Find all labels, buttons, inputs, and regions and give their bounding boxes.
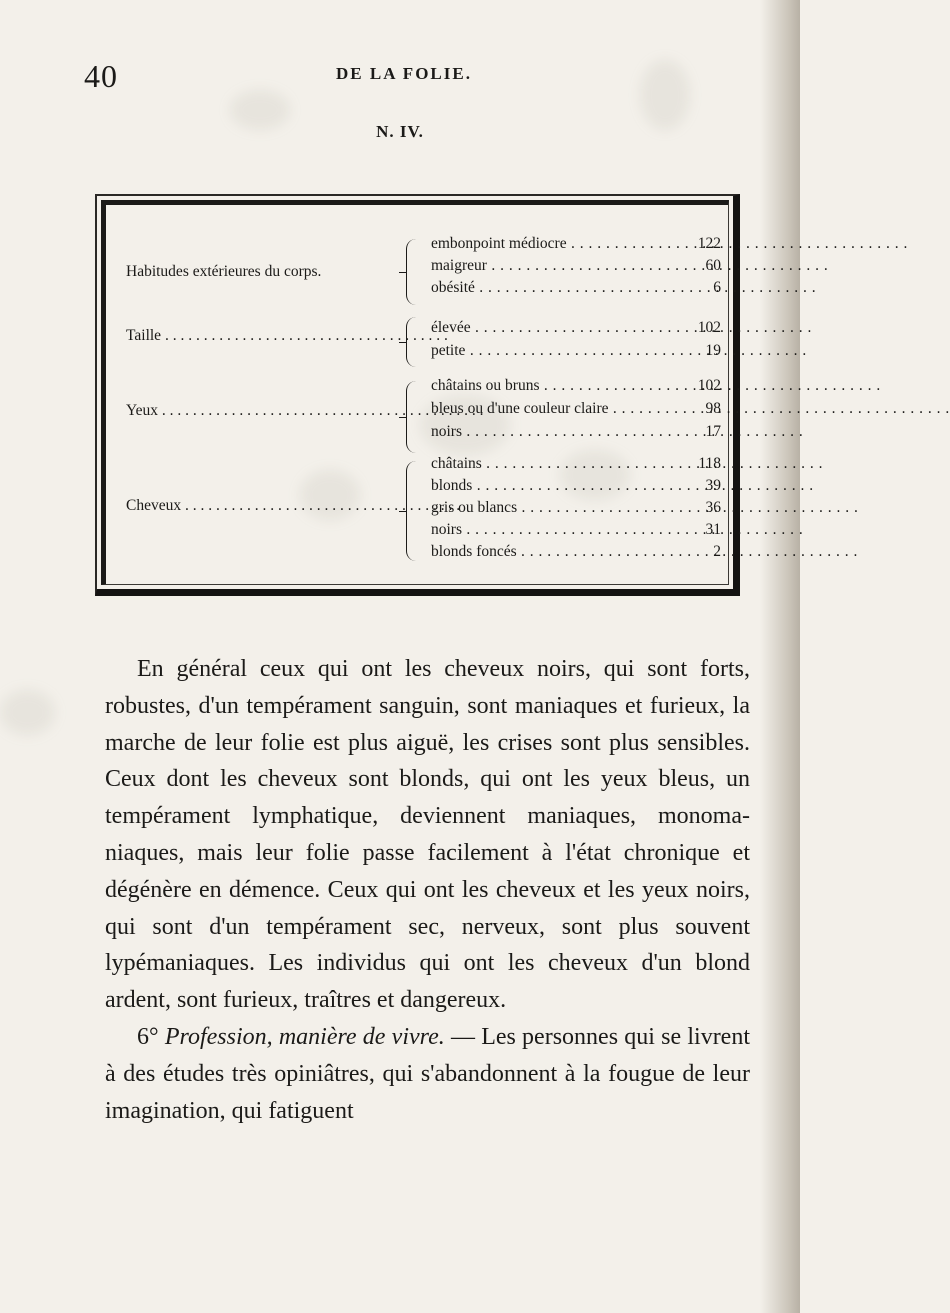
table-body <box>101 200 729 585</box>
row-count: 31 <box>705 521 721 538</box>
row-count: 17 <box>705 423 721 440</box>
table-row <box>431 455 721 477</box>
table-row <box>431 279 721 301</box>
row-label: blonds . . . <box>431 477 683 495</box>
row-count: 6 <box>713 279 721 296</box>
statistics-table <box>95 194 740 596</box>
section-number: 6° <box>137 1023 165 1050</box>
row-label: noirs . . . <box>431 521 683 539</box>
group-label-yeux: Yeux . . . . . . . . . . . . . . . . . . . . . . . . . . . . . . . . . . . . . . . . . . <box>126 402 484 419</box>
paper-stain <box>0 690 55 735</box>
group-label-cheveux: Cheveux . . . . . . . . . . . . . . . . . . . . . . . . . . . . . . . . . . . . <box>126 497 461 514</box>
body-text <box>105 651 750 1129</box>
row-count: 19 <box>705 342 721 359</box>
page-edge-shadow <box>760 0 800 1313</box>
row-label: gris ou blancs . . . <box>431 499 683 517</box>
running-head <box>84 58 724 94</box>
table-row <box>431 377 721 399</box>
brace <box>406 461 418 561</box>
table-row <box>431 477 721 499</box>
row-label: petite . . . <box>431 342 683 360</box>
row-count: 102 <box>697 319 721 336</box>
table-row <box>431 400 721 422</box>
row-count: 98 <box>705 400 721 417</box>
row-count: 39 <box>705 477 721 494</box>
paragraph: En général ceux qui ont les cheveux noirs, qui sont forts, robustes, d'un tempérament sanguin, sont maniaques et furieux, la marche de leur folie est plus aiguë, les crises sont plus sensibles. Ceux dont les cheveux sont blonds, qui ont les yeux bleus, un tempérament lymphatique, deviennent maniaques, monomaniaques, mais leur folie passe facilement à l'état chronique et dégénère en démence. Ceux qui ont les cheveux et les yeux noirs, qui sont d'un tempérament sec, nerveux, sont plus souvent lypémaniaques. Les individus qui ont les cheveux d'un blond ardent, sont furieux, traîtres et dangereux. <box>105 656 750 1014</box>
row-label: châtains ou bruns . . . <box>431 377 683 395</box>
row-count: 2 <box>713 543 721 560</box>
table-row <box>431 543 721 565</box>
table-row <box>431 423 721 445</box>
table-row <box>431 257 721 279</box>
paragraph-text: — Les personnes qui se livrent à des études très opiniâtres, qui s'abandonnent à la fougue de leur imagination, qui fatiguent <box>105 1023 750 1124</box>
brace <box>406 239 418 305</box>
row-count: 122 <box>697 235 721 252</box>
section-heading: Profession, manière de vivre. <box>164 1023 445 1050</box>
table-row <box>431 319 721 341</box>
group-label-habitudes: Habitudes extérieures du corps. <box>126 263 322 280</box>
table-row <box>431 499 721 521</box>
brace <box>406 381 418 453</box>
row-label: obésité . . . <box>431 279 683 297</box>
row-count: 60 <box>705 257 721 274</box>
row-label: blonds foncés . . . <box>431 543 683 561</box>
group-label-taille: Taille . . . . . . . . . . . . . . . . . . . . . . . . . . . . . . . . . . . . . <box>126 327 448 344</box>
row-label: bleus ou d'une couleur claire . . . <box>431 400 683 418</box>
row-label: maigreur . . . <box>431 257 683 275</box>
row-label: embonpoint médiocre . . . <box>431 235 683 253</box>
row-label: noirs . . . <box>431 423 683 441</box>
page-number: 40 <box>84 58 118 94</box>
group-label-text: Taille <box>126 327 162 344</box>
running-title: DE LA FOLIE. <box>336 64 472 83</box>
group-label-text: Yeux <box>126 402 159 419</box>
row-label: châtains . . . <box>431 455 683 473</box>
table-row <box>431 342 721 364</box>
row-count: 36 <box>705 499 721 516</box>
row-count: 102 <box>697 377 721 394</box>
table-row <box>431 235 721 257</box>
group-label-text: Cheveux <box>126 497 182 514</box>
table-row <box>431 521 721 543</box>
table-number: N. IV. <box>376 122 424 141</box>
paragraph <box>105 1019 750 1129</box>
brace <box>406 317 418 367</box>
row-count: 118 <box>698 455 721 472</box>
row-label: élevée . . . <box>431 319 683 337</box>
